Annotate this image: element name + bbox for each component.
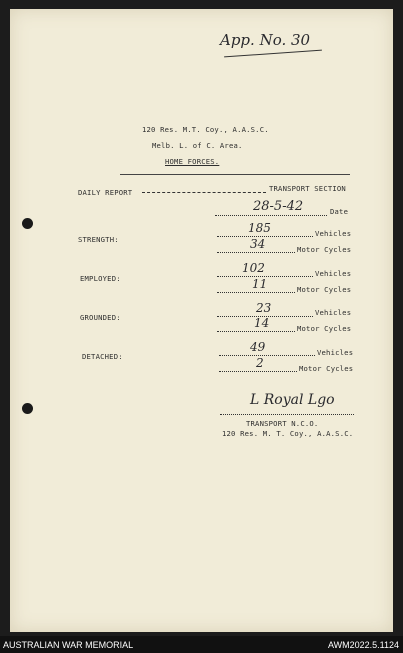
grounded-motor-cycles-dots (217, 331, 295, 332)
detached-vehicles-dots (219, 355, 315, 356)
employed-label: EMPLOYED: (80, 274, 121, 283)
header-line-3: HOME FORCES. (165, 157, 220, 166)
detached-motor-cycles-label: Motor Cycles (299, 364, 354, 373)
footer-left-text: AUSTRALIAN WAR MEMORIAL (3, 640, 134, 650)
strength-motor-cycles-value: 34 (250, 237, 266, 251)
signature-unit: 120 Res. M. T. Coy., A.A.S.C. (222, 429, 354, 438)
header-line-1: 120 Res. M.T. Coy., A.A.S.C. (142, 125, 269, 134)
signature-dots (220, 414, 354, 415)
employed-vehicles-value: 102 (242, 261, 265, 275)
grounded-motor-cycles-label: Motor Cycles (297, 324, 352, 333)
footer-bar (0, 636, 403, 653)
footer-right-text: AWM2022.5.1124 (327, 640, 399, 650)
detached-label: DETACHED: (82, 352, 123, 361)
grounded-vehicles-value: 23 (256, 301, 272, 315)
employed-vehicles-label: Vehicles (315, 269, 352, 278)
header-rule (120, 174, 350, 175)
annotation-underline (224, 50, 322, 58)
grounded-label: GROUNDED: (80, 313, 121, 322)
grounded-vehicles-label: Vehicles (315, 308, 352, 317)
strength-vehicles-label: Vehicles (315, 229, 352, 238)
detached-vehicles-label: Vehicles (317, 348, 354, 357)
daily-report-dashes (142, 192, 266, 193)
punch-hole-bottom (22, 403, 33, 414)
strength-vehicles-value: 185 (248, 221, 271, 235)
annotation-top: App. No. 30 (220, 31, 311, 49)
date-value: 28-5-42 (253, 199, 304, 214)
employed-motor-cycles-label: Motor Cycles (297, 285, 352, 294)
punch-hole-top (22, 218, 33, 229)
date-dots (215, 215, 327, 216)
transport-section-label: TRANSPORT SECTION (269, 184, 346, 193)
date-label: Date (330, 207, 349, 216)
detached-motor-cycles-value: 2 (256, 356, 264, 370)
employed-motor-cycles-dots (217, 292, 295, 293)
detached-vehicles-value: 49 (250, 340, 266, 354)
strength-label: STRENGTH: (78, 235, 119, 244)
strength-motor-cycles-dots (217, 252, 295, 253)
signature-title: TRANSPORT N.C.O. (246, 419, 319, 428)
daily-report-label: DAILY REPORT (78, 188, 133, 197)
header-line-2: Melb. L. of C. Area. (152, 141, 243, 150)
strength-motor-cycles-label: Motor Cycles (297, 245, 352, 254)
detached-motor-cycles-dots (219, 371, 297, 372)
grounded-motor-cycles-value: 14 (254, 316, 270, 330)
employed-motor-cycles-value: 11 (252, 277, 268, 291)
document-page (10, 9, 393, 632)
signature: L Royal Lgo (250, 392, 335, 408)
